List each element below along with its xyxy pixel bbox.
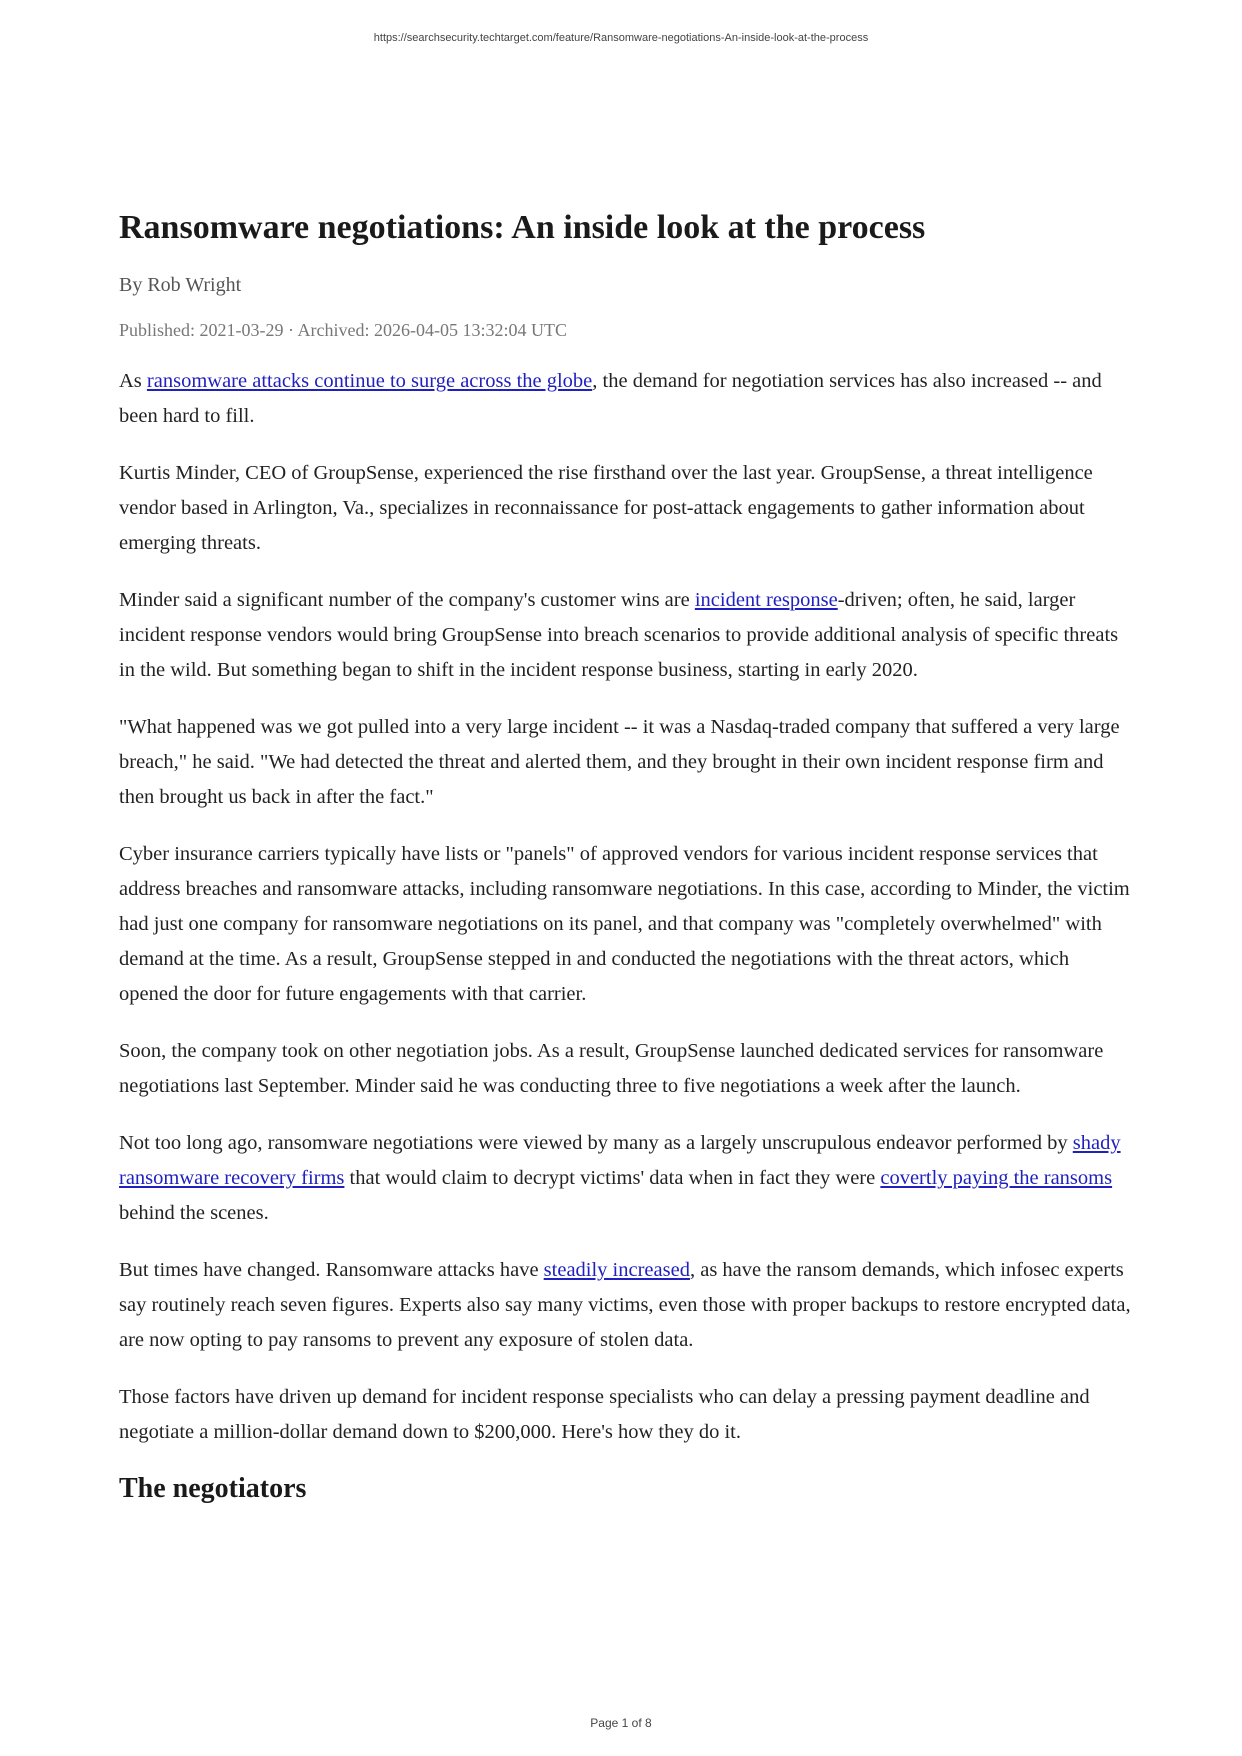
text-segment: Not too long ago, ransomware negotiations were viewed by many as a largely unscrupulous endeavor performed by bbox=[119, 1132, 1073, 1154]
link-shady-recovery-firms[interactable]: shady ransomware recovery firms bbox=[119, 1132, 1121, 1189]
paragraph-7 bbox=[119, 1126, 1131, 1231]
paragraph-3 bbox=[119, 583, 1131, 688]
section-heading-negotiators: The negotiators bbox=[119, 1473, 307, 1504]
text-segment: "What happened was we got pulled into a very large incident -- it was a Nasdaq-traded company that suffered a very large breach," he said. "We had detected the threat and alerted them, and they brought in their own incident response firm and then brought us back in after the fact." bbox=[119, 716, 1120, 808]
text-segment: Those factors have driven up demand for incident response specialists who can delay a pressing payment deadline and negotiate a million-dollar demand down to $200,000. Here's how they do it. bbox=[119, 1386, 1090, 1443]
paragraph-1 bbox=[119, 364, 1131, 434]
page-url-header: https://searchsecurity.techtarget.com/feature/Ransomware-negotiations-An-inside-look-at-the-process bbox=[373, 32, 869, 44]
article-byline: By Rob Wright bbox=[119, 274, 242, 296]
text-segment: Kurtis Minder, CEO of GroupSense, experienced the rise firsthand over the last year. GroupSense, a threat intelligence vendor based in Arlington, Va., specializes in reconnaissance for post-attack engagements to gather information about emerging threats. bbox=[119, 462, 1093, 554]
paragraph-9 bbox=[119, 1380, 1131, 1450]
text-segment: -driven; often, he said, larger incident response vendors would bring GroupSense into breach scenarios to provide additional analysis of specific threats in the wild. But something began to shift in the incident response business, starting in early 2020. bbox=[119, 589, 1119, 681]
text-segment: But times have changed. Ransomware attacks have bbox=[119, 1259, 544, 1281]
text-segment: Cyber insurance carriers typically have lists or "panels" of approved vendors for various incident response services that address breaches and ransomware attacks, including ransomware negotiations. In this case, according to Minder, the victim had just one company for ransomware negotiations on its panel, and that company was "completely overwhelmed" with demand at the time. As a result, GroupSense stepped in and conducted the negotiations with the threat actors, which opened the door for future engagements with that carrier. bbox=[119, 843, 1130, 1005]
paragraph-6 bbox=[119, 1034, 1131, 1104]
text-segment: Minder said a significant number of the company's customer wins are bbox=[119, 589, 695, 611]
text-segment: , the demand for negotiation services has also increased -- and been hard to fill. bbox=[119, 370, 1102, 427]
link-steadily-increased[interactable]: steadily increased bbox=[543, 1259, 690, 1281]
article-title: Ransomware negotiations: An inside look at the process bbox=[119, 209, 926, 246]
text-segment: that would claim to decrypt victims' data when in fact they were bbox=[344, 1167, 881, 1189]
paragraph-2 bbox=[119, 456, 1131, 561]
link-ransomware-surge[interactable]: ransomware attacks continue to surge across the globe bbox=[146, 370, 593, 392]
link-covertly-paying-ransoms[interactable]: covertly paying the ransoms bbox=[880, 1167, 1113, 1189]
text-segment: , as have the ransom demands, which infosec experts say routinely reach seven figures. Experts also say many victims, even those with proper backups to restore encrypted data, are now opting to pay ransoms to prevent any exposure of stolen data. bbox=[119, 1259, 1131, 1351]
paragraph-5 bbox=[119, 837, 1131, 1012]
link-incident-response[interactable]: incident response bbox=[694, 589, 838, 611]
article bbox=[119, 208, 1131, 1506]
text-segment: Soon, the company took on other negotiation jobs. As a result, GroupSense launched dedicated services for ransomware negotiations last September. Minder said he was conducting three to five negotiations a week after the launch. bbox=[119, 1040, 1104, 1097]
text-segment: behind the scenes. bbox=[119, 1202, 269, 1224]
paragraph-4 bbox=[119, 710, 1131, 815]
article-meta: Published: 2021-03-29 · Archived: 2026-04-05 13:32:04 UTC bbox=[119, 320, 567, 340]
text-segment: As bbox=[119, 370, 147, 392]
page-number: Page 1 of 8 bbox=[590, 1716, 652, 1730]
paragraph-8 bbox=[119, 1253, 1131, 1358]
